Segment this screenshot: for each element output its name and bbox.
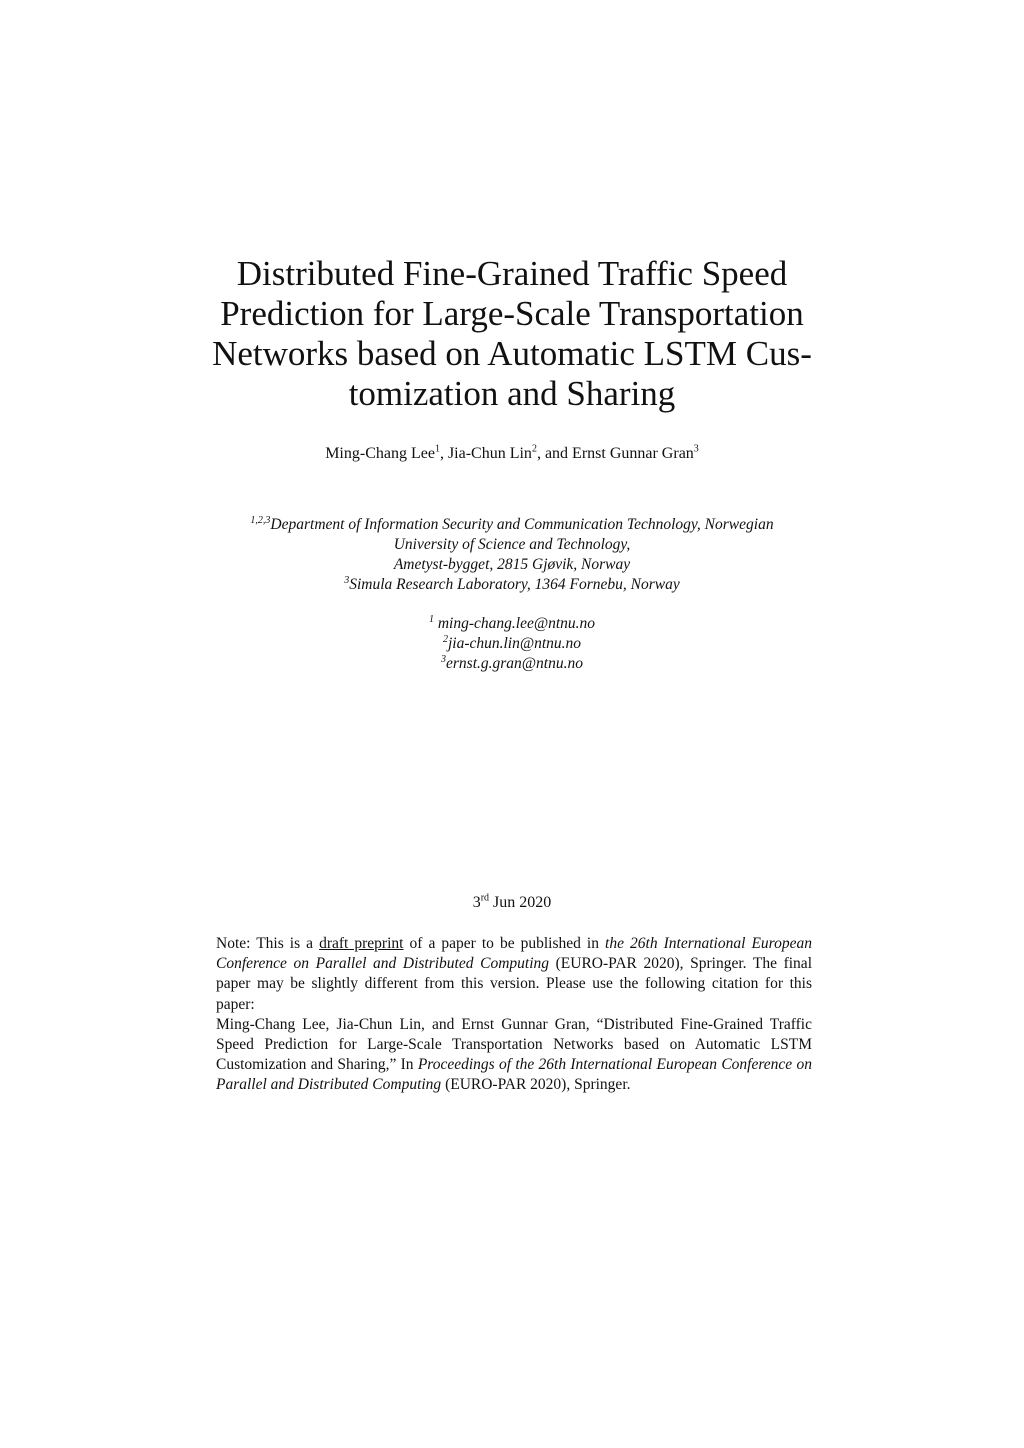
- author-name: Jia-Chun Lin: [447, 445, 532, 462]
- author-list: [160, 444, 864, 464]
- affiliation-department: [160, 515, 864, 535]
- email-item: [160, 614, 864, 634]
- email-address: ming-chang.lee@ntnu.no: [433, 615, 596, 632]
- affiliation-university: University of Science and Technology,: [393, 536, 631, 553]
- email-item: [160, 634, 864, 654]
- note-text: Note: This is a: [216, 935, 320, 952]
- citation-text: (EURO-PAR 2020), Springer.: [441, 1076, 631, 1094]
- author-separator: ,: [439, 445, 448, 462]
- email-mark: 1: [428, 613, 434, 625]
- title-line: Prediction for Large-Scale Transportation: [220, 294, 804, 333]
- author-name: Ming-Chang Lee: [325, 445, 435, 462]
- author-mark: 2: [531, 443, 537, 455]
- note-text: of a paper to be published in: [403, 935, 606, 952]
- citation-text: Ming-Chang Lee, Jia-Chun Lin, and Ernst Gunnar Gran, “Distributed Fine-Grained Traffic Speed Prediction for Large-Scale Transportation Networks based on Automatic LSTM Customization and Sharing,” In: [216, 1015, 812, 1074]
- email-item: [160, 654, 864, 674]
- title-line: Networks based on Automatic LSTM Cus-: [212, 334, 812, 373]
- email-mark: 3: [441, 653, 446, 665]
- date-suffix: rd: [480, 892, 490, 904]
- author-mark: 1: [434, 443, 440, 455]
- affiliation-text: Simula Research Laboratory, 1364 Fornebu, Norway: [349, 576, 680, 593]
- email-list: [160, 614, 864, 674]
- note-text: (EURO-PAR 2020), Springer. The final paper may be slightly different from this version. Please use the following citation for this paper:: [216, 955, 812, 1013]
- affiliation-mark: 3: [344, 574, 350, 586]
- preprint-note: [216, 934, 812, 1096]
- affiliation-text: Department of Information Security and Communication Technology, Norwegian: [270, 516, 774, 533]
- title-line: Distributed Fine-Grained Traffic Speed: [236, 254, 788, 293]
- date-rest: Jun 2020: [489, 894, 552, 911]
- citation-paragraph: [216, 1015, 812, 1096]
- author-name: Ernst Gunnar Gran: [572, 445, 694, 462]
- note-venue: the 26th International European Conference on Parallel and Distributed Computing: [216, 935, 812, 973]
- email-address: jia-chun.lin@ntnu.no: [447, 635, 582, 652]
- email-address: ernst.g.gran@ntnu.no: [446, 655, 583, 672]
- note-paragraph: [216, 934, 812, 1015]
- affiliation-simula: [160, 575, 864, 595]
- author-separator: , and: [536, 445, 573, 462]
- affiliation-address: Ametyst-bygget, 2815 Gjøvik, Norway: [393, 556, 631, 573]
- email-mark: 2: [442, 633, 448, 645]
- affiliations: [160, 515, 864, 595]
- date-day: 3: [472, 894, 481, 911]
- paper-title: [160, 254, 864, 414]
- preprint-date: [160, 893, 864, 913]
- draft-preprint-link[interactable]: draft preprint: [319, 935, 404, 952]
- title-line: tomization and Sharing: [348, 374, 676, 413]
- author-mark: 3: [693, 443, 699, 455]
- citation-venue: Proceedings of the 26th International European Conference on Parallel and Distributed Computing: [216, 1056, 812, 1094]
- affiliation-mark: 1,2,3: [250, 514, 271, 526]
